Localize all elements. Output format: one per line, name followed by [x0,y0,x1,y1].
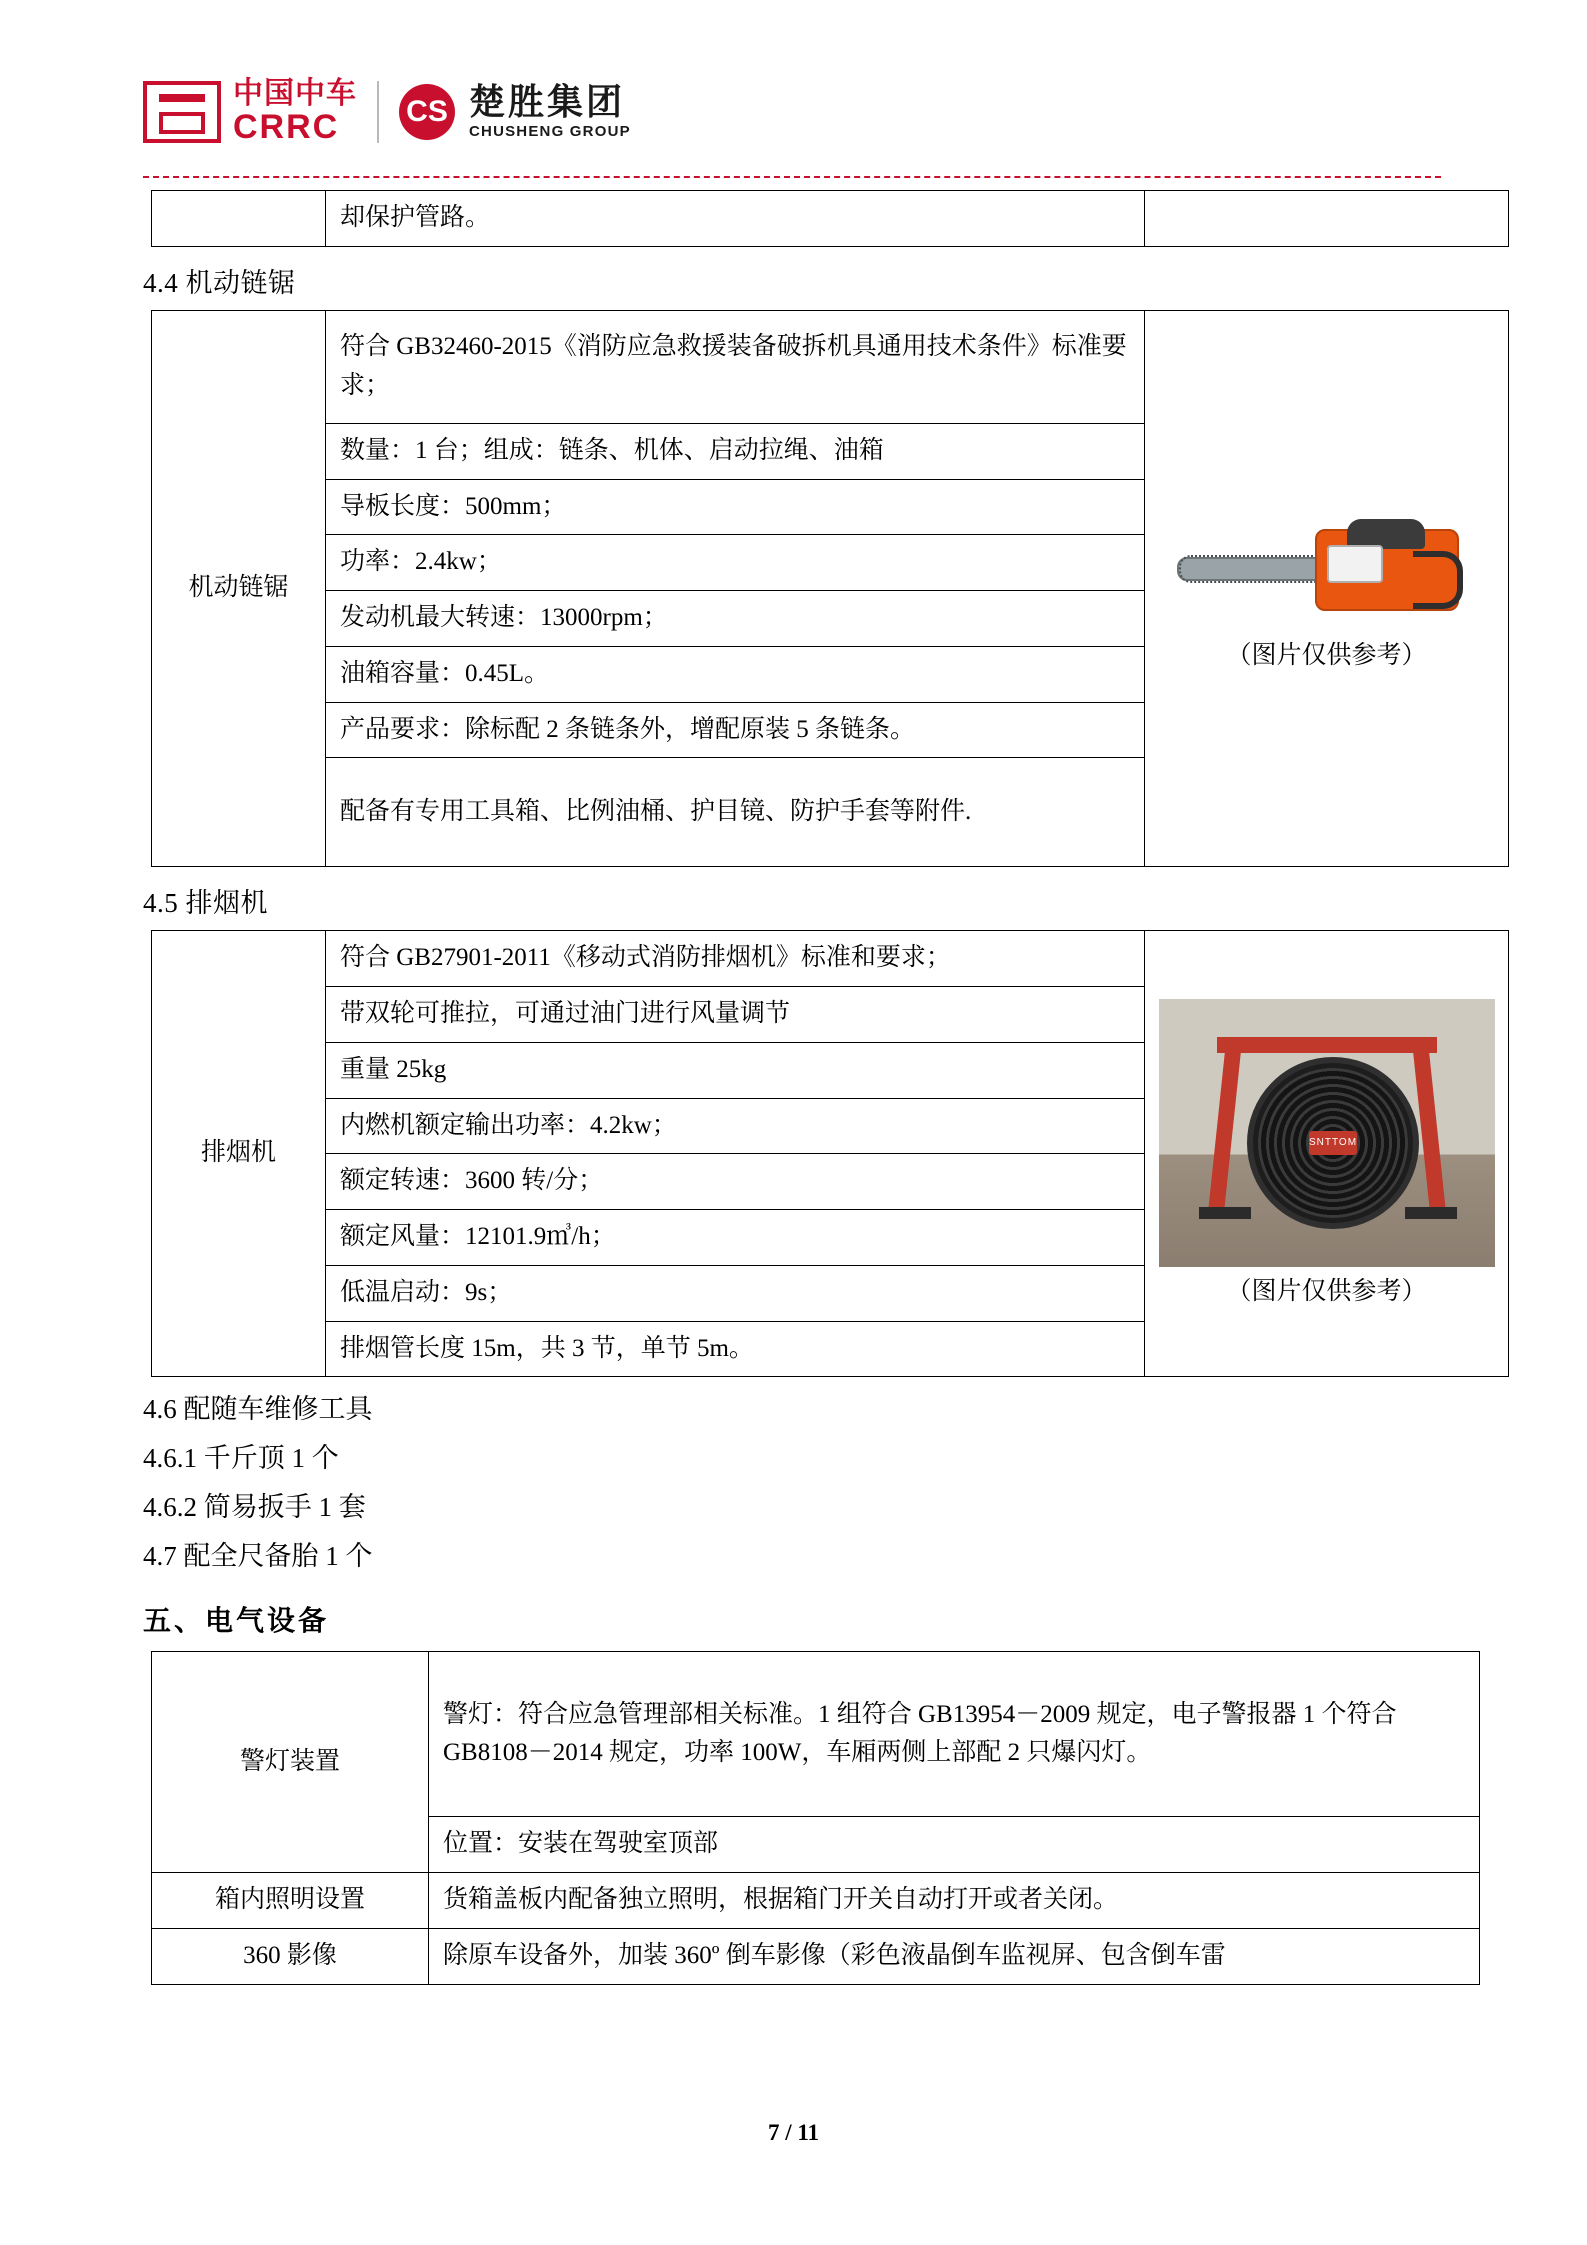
continued-text-cell: 却保护管路。 [326,191,1145,247]
chainsaw-spec-standard: 符合 GB32460-2015《消防应急救援装备破拆机具通用技术条件》标准要求； [326,310,1145,423]
fan-spec-cold-start: 低温启动：9s； [326,1265,1145,1321]
chainsaw-spec-tank: 油箱容量：0.45L。 [326,646,1145,702]
continued-table [151,190,1509,247]
section-heading-4-4: 4.4 机动链锯 [143,267,296,298]
section-heading-4-7: 4.7 配全尺备胎 1 个 [143,1541,373,1572]
fan-spec-output-power: 内燃机额定输出功率：4.2kw； [326,1098,1145,1154]
continued-empty-label [152,191,326,247]
fan-spec-rated-speed: 额定转速：3600 转/分； [326,1154,1145,1210]
warning-light-label: 警灯装置 [152,1652,429,1873]
page-header [0,0,1587,182]
warning-light-spec: 警灯：符合应急管理部相关标准。1 组符合 GB13954－2009 规定，电子警报器 1 个符合 GB8108－2014 规定，功率 100W，车厢两侧上部配 2 只爆闪灯。 [429,1652,1480,1817]
chainsaw-image-cell [1145,310,1509,867]
table-row [152,310,1509,423]
chainsaw-spec-accessories: 配备有专用工具箱、比例油桶、护目镜、防护手套等附件. [326,758,1145,867]
logo-divider [377,81,379,143]
fan-spec-standard: 符合 GB27901-2011《移动式消防排烟机》标准和要求； [326,931,1145,987]
camera-360-spec: 除原车设备外，加装 360º 倒车影像（彩色液晶倒车监视屏、包含倒车雷 [429,1928,1480,1984]
section-heading-4-5: 4.5 排烟机 [143,888,268,919]
fan-spec-duct-length: 排烟管长度 15m，共 3 节，单节 5m。 [326,1321,1145,1377]
chainsaw-spec-max-speed: 发动机最大转速：13000rpm； [326,591,1145,647]
fan-image-cell [1145,931,1509,1377]
table-row [152,1873,1480,1929]
chainsaw-spec-product-requirement: 产品要求：除标配 2 条链条外，增配原装 5 条链条。 [326,702,1145,758]
smoke-exhaust-fan-table [151,930,1509,1377]
warning-light-position: 位置：安装在驾驶室顶部 [429,1817,1480,1873]
fan-image-caption: （图片仅供参考） [1226,1278,1427,1306]
table-row [152,191,1509,247]
section-heading-5: 五、电气设备 [143,1606,330,1638]
smoke-exhaust-fan-photo [1159,999,1495,1267]
fan-spec-weight: 重量 25kg [326,1042,1145,1098]
chainsaw-table [151,310,1509,868]
chusheng-english-name: CHUSHENG GROUP [469,123,631,141]
crrc-chinese-name: 中国中车 [233,77,357,110]
camera-360-label: 360 影像 [152,1928,429,1984]
chusheng-chinese-name: 楚胜集团 [469,81,626,123]
chainsaw-spec-power: 功率：2.4kw； [326,535,1145,591]
page-footer [0,2120,1587,2146]
page-number: 7 / 11 [767,2120,820,2145]
electrical-equipment-table [151,1651,1480,1984]
crrc-english-name: CRRC [233,107,340,146]
box-lighting-label: 箱内照明设置 [152,1873,429,1929]
fan-hub-label: SNTTOM [1309,1131,1357,1155]
chainsaw-spec-bar-length: 导板长度：500mm； [326,479,1145,535]
table-row [152,1652,1480,1817]
chainsaw-label: 机动链锯 [152,310,326,867]
chainsaw-spec-quantity: 数量：1 台；组成：链条、机体、启动拉绳、油箱 [326,423,1145,479]
section-heading-4-6: 4.6 配随车维修工具 [143,1394,373,1425]
chainsaw-image-caption: （图片仅供参考） [1226,642,1427,670]
section-item-4-6-2: 4.6.2 简易扳手 1 套 [143,1492,366,1523]
chusheng-logo-icon: CS [399,84,455,140]
chainsaw-illustration [1177,511,1477,631]
fan-label: 排烟机 [152,931,326,1377]
crrc-logo-icon [143,81,221,143]
box-lighting-spec: 货箱盖板内配备独立照明，根据箱门开关自动打开或者关闭。 [429,1873,1480,1929]
chusheng-logo-text [469,83,631,140]
header-divider-line [143,176,1441,178]
crrc-logo-text [233,78,357,145]
table-row [152,931,1509,987]
document-body [143,190,1441,1985]
continued-image-cell [1145,191,1509,247]
fan-spec-wheels: 带双轮可推拉，可通过油门进行风量调节 [326,987,1145,1043]
fan-spec-rated-airflow: 额定风量：12101.9㎥/h； [326,1210,1145,1266]
company-logos [143,78,631,145]
section-item-4-6-1: 4.6.1 千斤顶 1 个 [143,1443,339,1474]
table-row [152,1928,1480,1984]
